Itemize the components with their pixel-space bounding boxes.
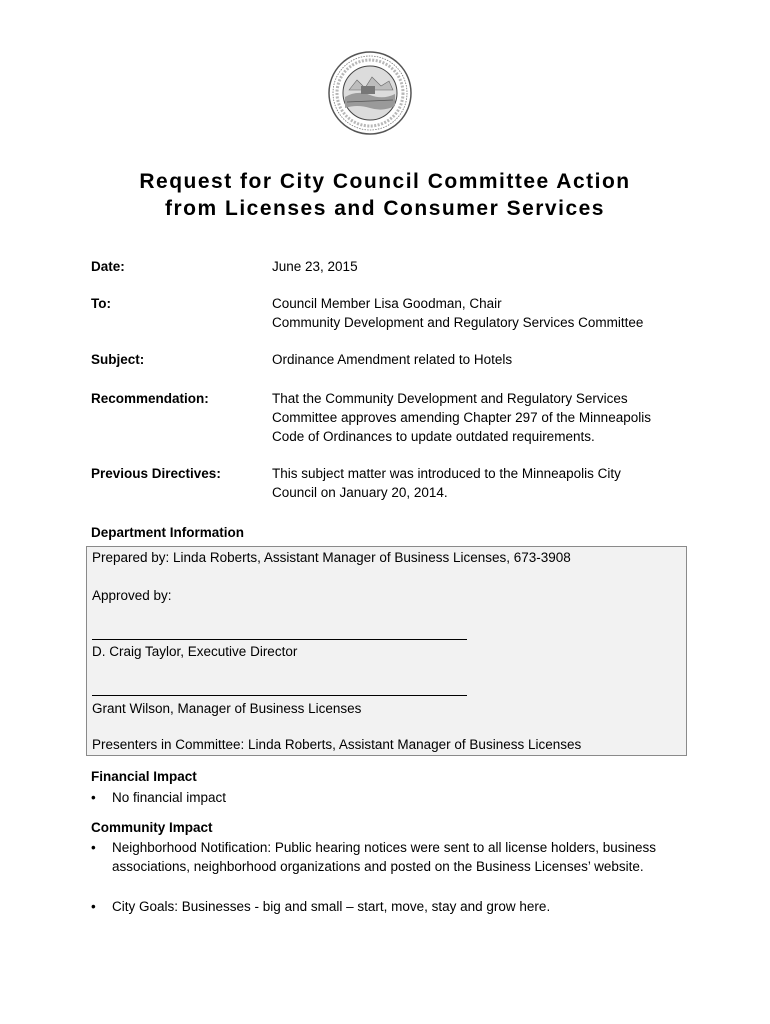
recommendation-label: Recommendation: [91, 391, 209, 406]
to-line-2: Community Development and Regulatory Services Committee [272, 315, 644, 330]
department-heading: Department Information [91, 525, 245, 540]
signer-1: D. Craig Taylor, Executive Director [92, 644, 298, 659]
city-seal [327, 50, 413, 136]
to-value [272, 294, 692, 332]
title-line-1: Request for City Council Committee Action [139, 170, 631, 193]
city-seal-graphic [327, 50, 413, 136]
signer-2: Grant Wilson, Manager of Business Licenses [92, 701, 362, 716]
signature-line-1 [92, 639, 467, 640]
to-line-1: Council Member Lisa Goodman, Chair [272, 296, 502, 311]
recommendation-line-2: Committee approves amending Chapter 297 of the Minneapolis [272, 410, 651, 425]
community-item-1-line-1: Neighborhood Notification: Public hearing notices were sent to all license holders, business [112, 840, 657, 855]
previous-directives-line-2: Council on January 20, 2014. [272, 485, 448, 500]
recommendation-value [272, 389, 692, 446]
subject-value [272, 350, 692, 369]
date-text: June 23, 2015 [272, 259, 358, 274]
community-item-1-line-2: associations, neighborhood organizations and posted on the Business Licenses’ website. [112, 859, 644, 874]
date-label: Date: [91, 259, 125, 274]
previous-directives-label: Previous Directives: [91, 466, 221, 481]
community-heading: Community Impact [91, 820, 213, 835]
community-item-1 [112, 838, 682, 876]
signature-line-2 [92, 695, 467, 696]
prepared-by: Prepared by: Linda Roberts, Assistant Manager of Business Licenses, 673-3908 [92, 550, 571, 565]
approved-by: Approved by: [92, 588, 172, 603]
presenters: Presenters in Committee: Linda Roberts, Assistant Manager of Business Licenses [92, 737, 582, 752]
bullet-marker: • [91, 790, 96, 805]
previous-directives-line-1: This subject matter was introduced to the Minneapolis City [272, 466, 621, 481]
previous-directives-value [272, 464, 692, 502]
financial-heading: Financial Impact [91, 769, 197, 784]
community-item-2: City Goals: Businesses - big and small – start, move, stay and grow here. [112, 899, 551, 914]
bullet-marker: • [91, 840, 96, 855]
financial-item: No financial impact [112, 790, 227, 805]
department-info-box [86, 546, 687, 756]
recommendation-line-1: That the Community Development and Regulatory Services [272, 391, 628, 406]
date-value [272, 257, 692, 276]
bullet-marker: • [91, 899, 96, 914]
title-line-2: from Licenses and Consumer Services [165, 197, 605, 220]
subject-label: Subject: [91, 352, 145, 367]
subject-text: Ordinance Amendment related to Hotels [272, 352, 513, 367]
recommendation-line-3: Code of Ordinances to update outdated requirements. [272, 429, 595, 444]
to-label: To: [91, 296, 111, 311]
